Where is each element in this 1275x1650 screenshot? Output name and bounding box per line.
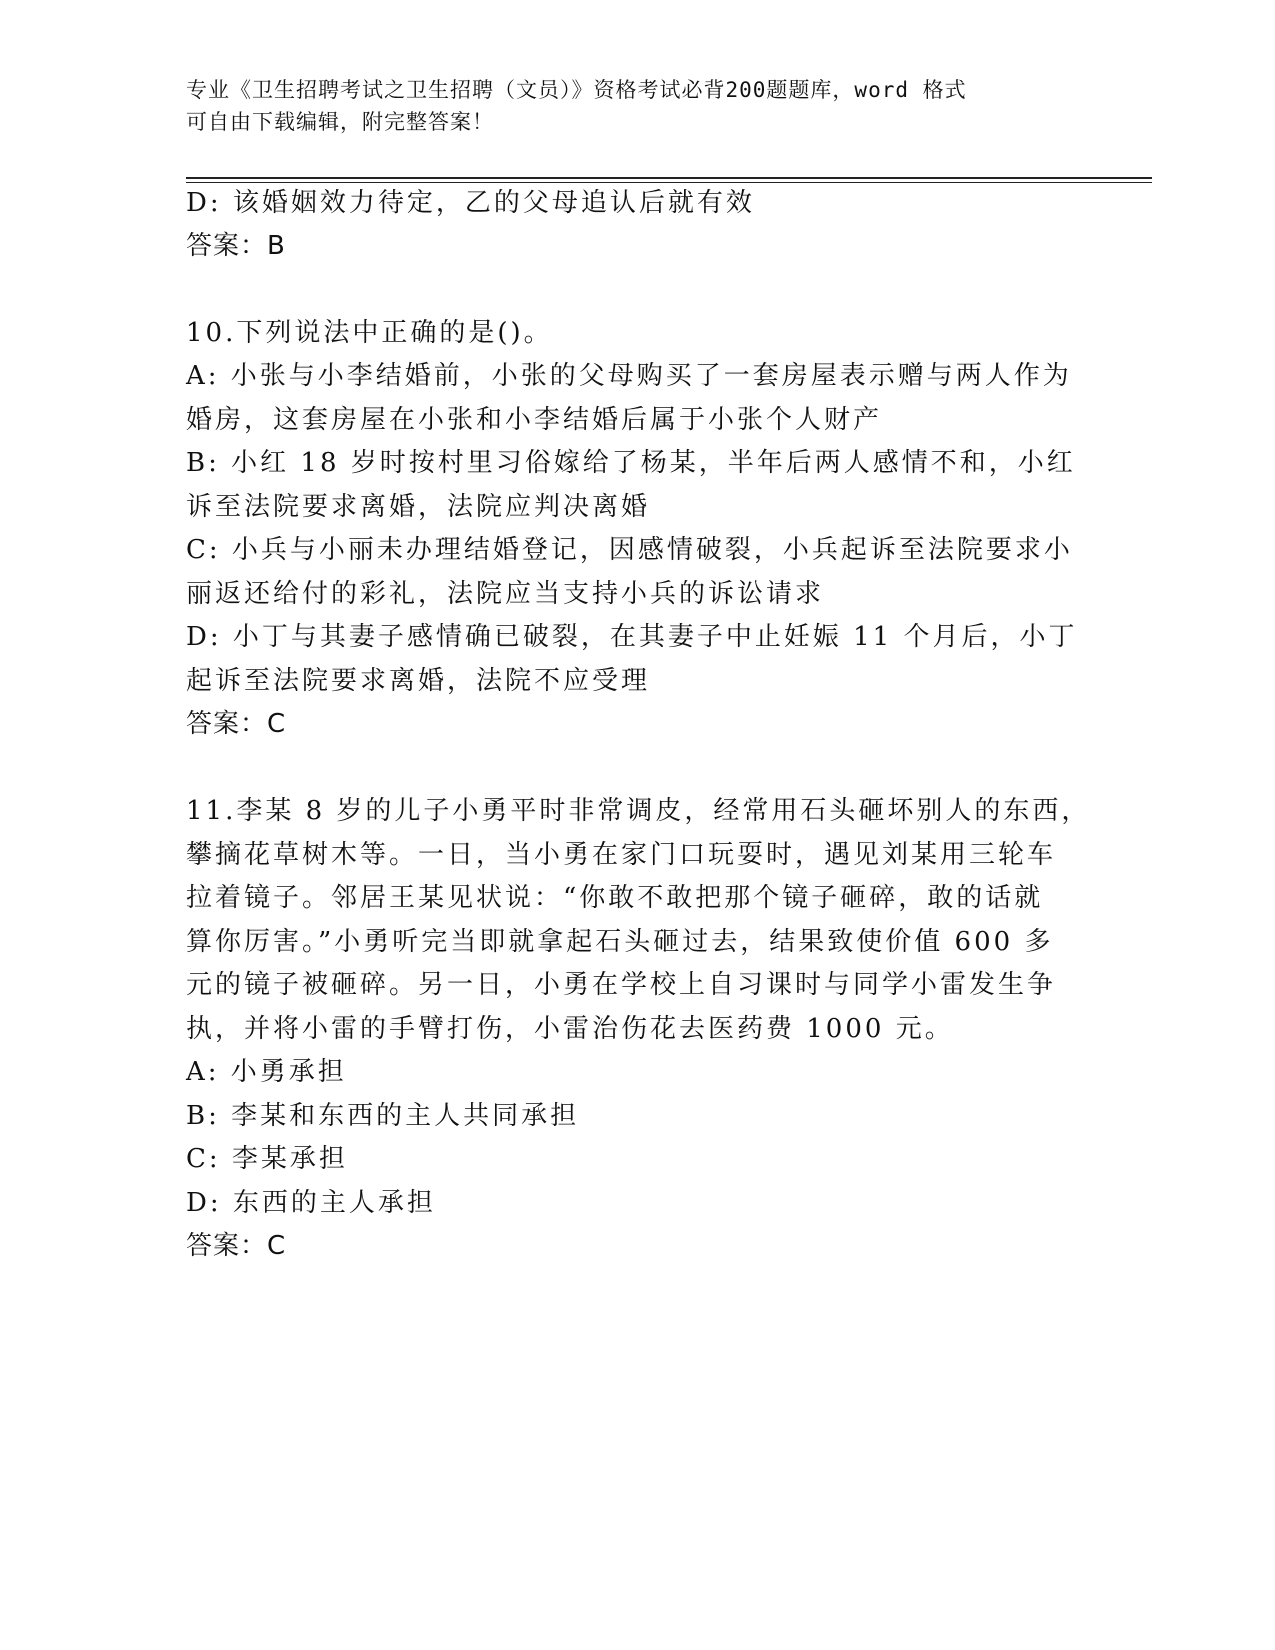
q10-option-b-line-2: 诉至法院要求离婚，法院应判决离婚 [186,492,651,522]
q11-answer: 答案：C [186,1231,287,1261]
q10-option-d-line-1: D: 小丁与其妻子感情确已破裂，在其妻子中止妊娠 11 个月后，小丁 [186,622,1078,652]
document-header [186,74,1066,138]
q11-stem-line-3: 拉着镜子。邻居王某见状说：“你敢不敢把那个镜子砸碎，敢的话就 [186,883,1044,913]
q11-option-a: A: 小勇承担 [186,1057,347,1087]
q10-option-b-line-1: B: 小红 18 岁时按村里习俗嫁给了杨某，半年后两人感情不和，小红 [186,448,1076,478]
q10-option-a-line-2: 婚房，这套房屋在小张和小李结婚后属于小张个人财产 [186,405,883,435]
q11-stem-line-1: 11.李某 8 岁的儿子小勇平时非常调皮，经常用石头砸坏别人的东西， [186,796,1091,826]
q11-stem-line-4: 算你厉害。”小勇听完当即就拿起石头砸过去，结果致使价值 600 多 [186,927,1054,957]
q10-option-c-line-2: 丽返还给付的彩礼，法院应当支持小兵的诉讼请求 [186,579,825,609]
q11-stem-line-2: 攀摘花草树木等。一日，当小勇在家门口玩耍时，遇见刘某用三轮车 [186,840,1057,870]
q10-stem: 10.下列说法中正确的是()。 [186,318,553,348]
header-line-1: 专业《卫生招聘考试之卫生招聘（文员）》资格考试必背200题题库，word 格式 [186,78,967,102]
q10-option-d-line-2: 起诉至法院要求离婚，法院不应受理 [186,666,651,696]
q11-stem-line-5: 元的镜子被砸碎。另一日，小勇在学校上自习课时与同学小雷发生争 [186,970,1057,1000]
q11-option-c: C: 李某承担 [186,1144,348,1174]
header-divider-thin [186,182,1152,183]
q11-option-b: B: 李某和东西的主人共同承担 [186,1101,580,1131]
q10-option-c-line-1: C: 小兵与小丽未办理结婚登记，因感情破裂，小兵起诉至法院要求小 [186,535,1073,565]
q11-option-d: D: 东西的主人承担 [186,1188,436,1218]
header-divider-thick [186,177,1152,179]
header-line-2: 可自由下载编辑，附完整答案！ [186,110,494,134]
q10-answer: 答案：C [186,709,287,739]
q9-option-d: D: 该婚姻效力待定，乙的父母追认后就有效 [186,188,755,218]
q11-stem-line-6: 执，并将小雷的手臂打伤，小雷治伤花去医药费 1000 元。 [186,1014,954,1044]
q10-option-a-line-1: A: 小张与小李结婚前，小张的父母购买了一套房屋表示赠与两人作为 [186,361,1072,391]
q9-answer: 答案：B [186,231,286,261]
